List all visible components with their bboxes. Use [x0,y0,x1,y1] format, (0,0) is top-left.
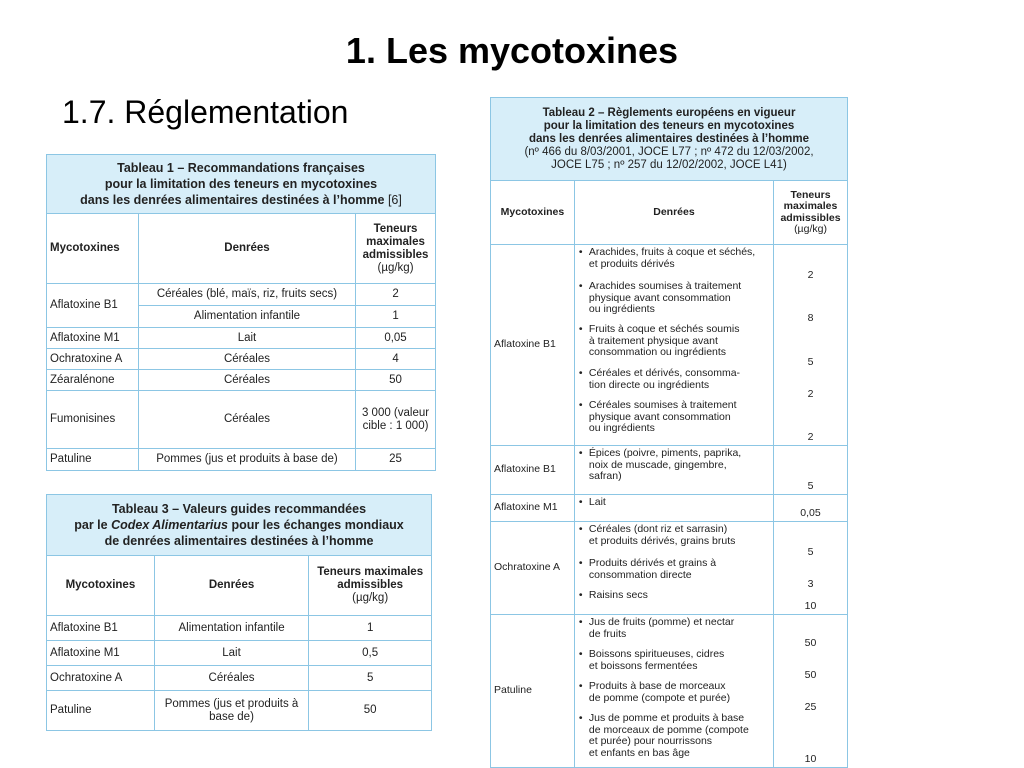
table-2-denree-item: • Céréales soumises à traitement physique avant consommation ou ingrédients [578,400,770,443]
table-2-row-values [774,522,848,615]
table-2-denree-item: • Jus de pomme et produits à base de morceaux de pomme (compote et purée) pour nourrissons et enfants en bas âge [578,713,770,765]
table-2-row-myco: Patuline [491,615,575,768]
table-2-denree-item: • Produits à base de morceaux de pomme (compote et purée) [578,681,770,713]
table-1-row-myco: Zéaralénone [47,370,139,391]
table-2-value-item: 3 [807,577,814,590]
table-3-codex-guidelines [46,494,432,731]
table-2-value-item: 5 [807,355,814,368]
table-1-row-myco: Fumonisines [47,391,139,449]
table-2-header-denrees: Denrées [574,181,773,245]
table-2-row-values [774,615,848,768]
table-1-row-value: 1 [356,306,436,328]
table-2-denree-item: • Arachides soumises à traitement physique avant consommation ou ingrédients [578,281,770,324]
table-3-row-denree: Lait [154,641,308,666]
table-3-row-myco: Patuline [47,691,155,731]
table-2-denree-item: • Boissons spiritueuses, cidres et boissons fermentées [578,649,770,681]
table-3-header-teneurs: Teneurs maximales admissibles (µg/kg) [309,556,432,616]
slide-title: 1. Les mycotoxines [345,30,679,71]
table-2-denree-item: • Céréales et dérivés, consomma- tion directe ou ingrédients [578,368,770,400]
table-2-body [491,245,848,768]
table-1-row-denree: Alimentation infantile [138,306,355,328]
table-3-row-denree: Pommes (jus et produits à base de) [154,691,308,731]
table-1-row-denree: Lait [138,328,355,349]
table-2-value-item: 25 [804,700,817,713]
table-2-row-denrees [574,615,773,768]
table-3-row-myco: Aflatoxine B1 [47,616,155,641]
table-2-row-values [774,446,848,495]
table-2-row-myco: Aflatoxine B1 [491,446,575,495]
table-1-row-denree: Céréales [138,370,355,391]
table-1-row-denree: Céréales [138,349,355,370]
table-1-row-value: 2 [356,284,436,306]
table-2-denree-item: • Lait [578,497,770,519]
table-1-row-denree: Céréales [138,391,355,449]
table-2-denree-item: • Fruits à coque et séchés soumis à traitement physique avant consommation ou ingrédients [578,324,770,368]
table-2-caption: Tableau 2 – Règlements européens en vigueur pour la limitation des teneurs en mycotoxines dans les denrées alimentaires destinées à l’homme (nº 466 du 8/03/2001, JOCE L77 ; nº 472 du 12/03/2002, JOCE L75 ; nº 257 du 12/02/2002, JOCE L41) [491,98,848,181]
table-1-row-value: 0,05 [356,328,436,349]
table-2-denree-item: • Raisins secs [578,590,770,612]
table-1-row-denree: Céréales (blé, maïs, riz, fruits secs) [138,284,355,306]
table-2-value-item: 5 [807,479,814,492]
table-3-header-denrees: Denrées [154,556,308,616]
table-1-row-myco: Patuline [47,449,139,471]
table-3-header-mycotoxines: Mycotoxines [47,556,155,616]
table-1-row-myco: Ochratoxine A [47,349,139,370]
table-1-french-recommendations [46,154,436,471]
table-1-header-denrees: Denrées [138,214,355,284]
table-2-header-mycotoxines: Mycotoxines [491,181,575,245]
table-2-row-denrees [574,245,773,446]
table-2-value-item: 2 [807,387,814,400]
table-2-value-item: 2 [807,430,814,443]
table-3-row-denree: Céréales [154,666,308,691]
table-2-row-values [774,495,848,522]
table-1-row-myco: Aflatoxine B1 [47,284,139,328]
table-2-european-regulations [490,97,848,768]
table-2-denree-item: • Épices (poivre, piments, paprika, noix de muscade, gingembre, safran) [578,448,770,492]
table-2-value-item: 2 [807,268,814,281]
table-2-row-denrees [574,446,773,495]
table-1-header-mycotoxines: Mycotoxines [47,214,139,284]
table-3-row-value: 1 [309,616,432,641]
table-2-header-teneurs: Teneurs maximales admissibles (µg/kg) [774,181,848,245]
table-1-row-value: 50 [356,370,436,391]
table-3-row-value: 0,5 [309,641,432,666]
table-3-row-value: 5 [309,666,432,691]
table-2-row-myco: Aflatoxine B1 [491,245,575,446]
table-2-row-values [774,245,848,446]
table-2-row-myco: Ochratoxine A [491,522,575,615]
table-3-row-myco: Ochratoxine A [47,666,155,691]
table-2-denree-item: • Produits dérivés et grains à consommation directe [578,558,770,590]
table-2-value-item: 8 [807,311,814,324]
table-2-value-item: 10 [804,752,817,765]
table-2-value-item: 10 [804,599,817,612]
table-2-row-denrees [574,522,773,615]
table-3-caption: Tableau 3 – Valeurs guides recommandées par le Codex Alimentarius pour les échanges mondiaux de denrées alimentaires destinées à l’homme [47,495,432,556]
table-1-row-denree: Pommes (jus et produits à base de) [138,449,355,471]
table-1-row-value: 25 [356,449,436,471]
table-2-value-item: 0,05 [800,506,821,519]
table-2-denree-item: • Jus de fruits (pomme) et nectar de fruits [578,617,770,649]
table-1-caption: Tableau 1 – Recommandations françaises pour la limitation des teneurs en mycotoxines dans les denrées alimentaires destinées à l’homme [6] [47,155,436,214]
table-1-row-myco: Aflatoxine M1 [47,328,139,349]
table-2-denree-item: • Arachides, fruits à coque et séchés, et produits dérivés [578,247,770,281]
table-2-value-item: 50 [804,636,817,649]
table-3-row-myco: Aflatoxine M1 [47,641,155,666]
table-2-value-item: 5 [807,545,814,558]
table-2-value-item: 50 [804,668,817,681]
table-1-header-teneurs: Teneurs maximales admissibles (µg/kg) [356,214,436,284]
table-2-row-denrees [574,495,773,522]
table-1-row-value: 4 [356,349,436,370]
slide-subtitle: 1.7. Réglementation [62,94,349,130]
table-3-row-value: 50 [309,691,432,731]
table-2-row-myco: Aflatoxine M1 [491,495,575,522]
table-3-row-denree: Alimentation infantile [154,616,308,641]
table-1-row-value: 3 000 (valeur cible : 1 000) [356,391,436,449]
table-2-denree-item: • Céréales (dont riz et sarrasin) et produits dérivés, grains bruts [578,524,770,558]
